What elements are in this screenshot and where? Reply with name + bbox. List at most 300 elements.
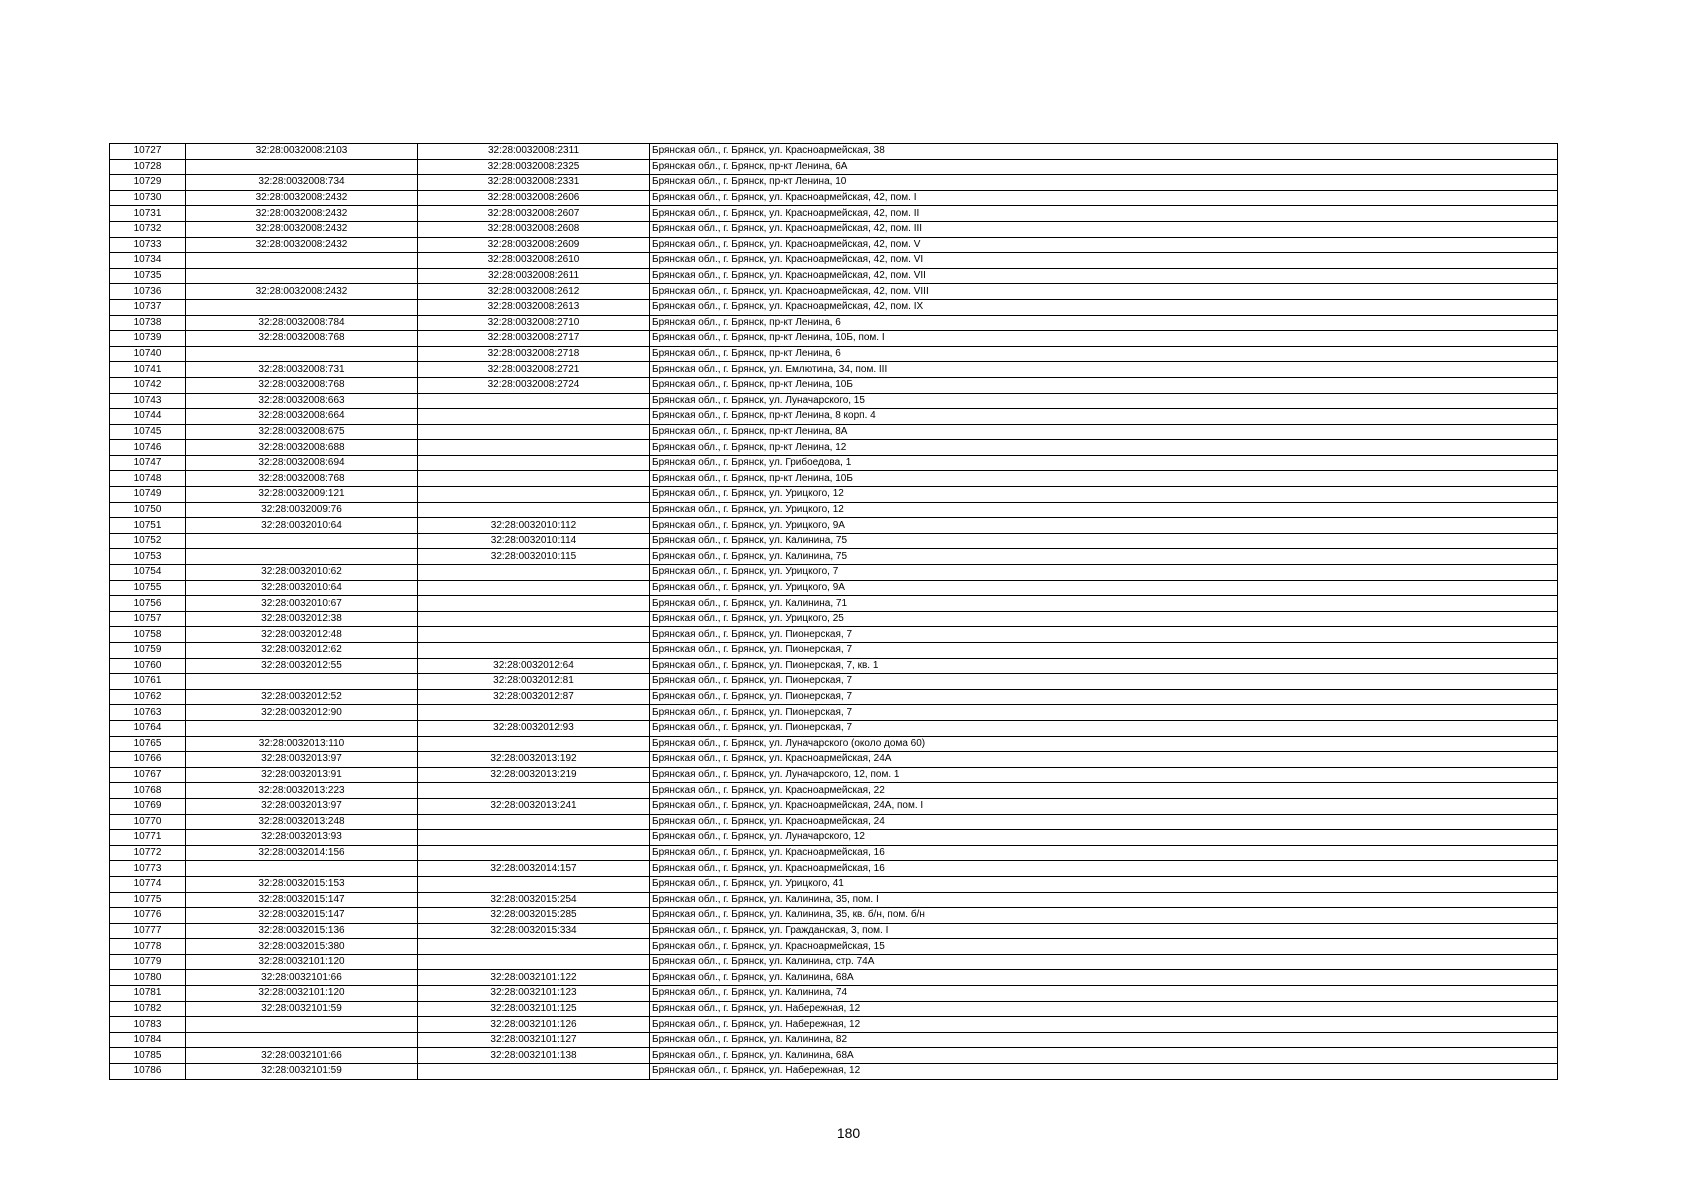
object-cadastral-number-cell <box>418 455 650 471</box>
table-row <box>110 346 1558 362</box>
land-cadastral-number-cell: 32:28:0032012:62 <box>186 643 418 659</box>
object-cadastral-number-cell: 32:28:0032015:254 <box>418 892 650 908</box>
table-row <box>110 393 1558 409</box>
row-number-cell: 10745 <box>110 424 186 440</box>
registry-table-body <box>110 144 1558 1080</box>
row-number-cell: 10748 <box>110 471 186 487</box>
table-row <box>110 580 1558 596</box>
land-cadastral-number-cell: 32:28:0032009:121 <box>186 487 418 503</box>
object-cadastral-number-cell <box>418 580 650 596</box>
object-cadastral-number-cell: 32:28:0032101:138 <box>418 1048 650 1064</box>
address-cell: Брянская обл., г. Брянск, ул. Урицкого, 12 <box>650 502 1558 518</box>
land-cadastral-number-cell: 32:28:0032008:2432 <box>186 206 418 222</box>
row-number-cell: 10767 <box>110 767 186 783</box>
address-cell: Брянская обл., г. Брянск, ул. Красноармейская, 16 <box>650 861 1558 877</box>
address-cell: Брянская обл., г. Брянск, ул. Калинина, 35, пом. I <box>650 892 1558 908</box>
object-cadastral-number-cell: 32:28:0032008:2325 <box>418 159 650 175</box>
table-row <box>110 268 1558 284</box>
address-cell: Брянская обл., г. Брянск, ул. Красноармейская, 42, пом. VII <box>650 268 1558 284</box>
object-cadastral-number-cell: 32:28:0032010:114 <box>418 533 650 549</box>
address-cell: Брянская обл., г. Брянск, ул. Набережная, 12 <box>650 1064 1558 1080</box>
object-cadastral-number-cell: 32:28:0032008:2610 <box>418 253 650 269</box>
address-cell: Брянская обл., г. Брянск, пр-кт Ленина, 8 корп. 4 <box>650 409 1558 425</box>
address-cell: Брянская обл., г. Брянск, ул. Красноармейская, 16 <box>650 845 1558 861</box>
address-cell: Брянская обл., г. Брянск, ул. Калинина, 68А <box>650 1048 1558 1064</box>
table-row <box>110 253 1558 269</box>
row-number-cell: 10764 <box>110 720 186 736</box>
table-row <box>110 814 1558 830</box>
row-number-cell: 10772 <box>110 845 186 861</box>
object-cadastral-number-cell <box>418 596 650 612</box>
land-cadastral-number-cell: 32:28:0032013:93 <box>186 830 418 846</box>
table-row <box>110 502 1558 518</box>
address-cell: Брянская обл., г. Брянск, ул. Калинина, 35, кв. б/н, пом. б/н <box>650 908 1558 924</box>
address-cell: Брянская обл., г. Брянск, ул. Грибоедова, 1 <box>650 455 1558 471</box>
object-cadastral-number-cell: 32:28:0032101:123 <box>418 986 650 1002</box>
object-cadastral-number-cell: 32:28:0032012:87 <box>418 689 650 705</box>
address-cell: Брянская обл., г. Брянск, ул. Калинина, 68А <box>650 970 1558 986</box>
land-cadastral-number-cell: 32:28:0032008:694 <box>186 455 418 471</box>
land-cadastral-number-cell: 32:28:0032008:688 <box>186 440 418 456</box>
table-row <box>110 939 1558 955</box>
land-cadastral-number-cell: 32:28:0032008:768 <box>186 331 418 347</box>
table-row <box>110 409 1558 425</box>
land-cadastral-number-cell: 32:28:0032101:59 <box>186 1001 418 1017</box>
table-row <box>110 190 1558 206</box>
land-cadastral-number-cell: 32:28:0032008:664 <box>186 409 418 425</box>
object-cadastral-number-cell: 32:28:0032101:126 <box>418 1017 650 1033</box>
row-number-cell: 10763 <box>110 705 186 721</box>
table-row <box>110 923 1558 939</box>
table-row <box>110 876 1558 892</box>
object-cadastral-number-cell: 32:28:0032008:2721 <box>418 362 650 378</box>
land-cadastral-number-cell: 32:28:0032008:663 <box>186 393 418 409</box>
object-cadastral-number-cell: 32:28:0032101:125 <box>418 1001 650 1017</box>
address-cell: Брянская обл., г. Брянск, ул. Красноармейская, 42, пом. IX <box>650 299 1558 315</box>
address-cell: Брянская обл., г. Брянск, ул. Луначарского, 12 <box>650 830 1558 846</box>
object-cadastral-number-cell <box>418 876 650 892</box>
table-row <box>110 440 1558 456</box>
row-number-cell: 10783 <box>110 1017 186 1033</box>
address-cell: Брянская обл., г. Брянск, ул. Красноармейская, 42, пом. VIII <box>650 284 1558 300</box>
object-cadastral-number-cell: 32:28:0032008:2710 <box>418 315 650 331</box>
table-row <box>110 861 1558 877</box>
table-row <box>110 845 1558 861</box>
object-cadastral-number-cell <box>418 1064 650 1080</box>
address-cell: Брянская обл., г. Брянск, ул. Красноармейская, 15 <box>650 939 1558 955</box>
land-cadastral-number-cell: 32:28:0032015:136 <box>186 923 418 939</box>
row-number-cell: 10733 <box>110 237 186 253</box>
land-cadastral-number-cell: 32:28:0032012:90 <box>186 705 418 721</box>
address-cell: Брянская обл., г. Брянск, ул. Красноармейская, 24А <box>650 752 1558 768</box>
table-row <box>110 970 1558 986</box>
table-row <box>110 986 1558 1002</box>
address-cell: Брянская обл., г. Брянск, ул. Красноармейская, 42, пом. III <box>650 221 1558 237</box>
table-row <box>110 518 1558 534</box>
land-cadastral-number-cell: 32:28:0032012:38 <box>186 611 418 627</box>
address-cell: Брянская обл., г. Брянск, ул. Пионерская, 7 <box>650 674 1558 690</box>
address-cell: Брянская обл., г. Брянск, пр-кт Ленина, 10Б <box>650 377 1558 393</box>
object-cadastral-number-cell: 32:28:0032101:122 <box>418 970 650 986</box>
object-cadastral-number-cell <box>418 471 650 487</box>
land-cadastral-number-cell: 32:28:0032013:248 <box>186 814 418 830</box>
land-cadastral-number-cell: 32:28:0032012:48 <box>186 627 418 643</box>
address-cell: Брянская обл., г. Брянск, ул. Калинина, 74 <box>650 986 1558 1002</box>
address-cell: Брянская обл., г. Брянск, ул. Урицкого, 41 <box>650 876 1558 892</box>
row-number-cell: 10736 <box>110 284 186 300</box>
land-cadastral-number-cell: 32:28:0032015:147 <box>186 908 418 924</box>
table-row <box>110 487 1558 503</box>
row-number-cell: 10747 <box>110 455 186 471</box>
land-cadastral-number-cell: 32:28:0032010:64 <box>186 518 418 534</box>
land-cadastral-number-cell: 32:28:0032013:97 <box>186 752 418 768</box>
row-number-cell: 10754 <box>110 565 186 581</box>
row-number-cell: 10737 <box>110 299 186 315</box>
address-cell: Брянская обл., г. Брянск, ул. Пионерская, 7 <box>650 627 1558 643</box>
address-cell: Брянская обл., г. Брянск, ул. Калинина, стр. 74А <box>650 954 1558 970</box>
object-cadastral-number-cell: 32:28:0032008:2611 <box>418 268 650 284</box>
row-number-cell: 10760 <box>110 658 186 674</box>
address-cell: Брянская обл., г. Брянск, ул. Урицкого, 9А <box>650 580 1558 596</box>
address-cell: Брянская обл., г. Брянск, ул. Набережная, 12 <box>650 1001 1558 1017</box>
land-cadastral-number-cell: 32:28:0032009:76 <box>186 502 418 518</box>
object-cadastral-number-cell: 32:28:0032012:64 <box>418 658 650 674</box>
address-cell: Брянская обл., г. Брянск, ул. Красноармейская, 42, пом. V <box>650 237 1558 253</box>
land-cadastral-number-cell: 32:28:0032013:91 <box>186 767 418 783</box>
land-cadastral-number-cell <box>186 1032 418 1048</box>
row-number-cell: 10739 <box>110 331 186 347</box>
object-cadastral-number-cell <box>418 424 650 440</box>
object-cadastral-number-cell <box>418 409 650 425</box>
object-cadastral-number-cell: 32:28:0032014:157 <box>418 861 650 877</box>
table-row <box>110 565 1558 581</box>
land-cadastral-number-cell <box>186 861 418 877</box>
address-cell: Брянская обл., г. Брянск, ул. Пионерская, 7 <box>650 689 1558 705</box>
row-number-cell: 10750 <box>110 502 186 518</box>
object-cadastral-number-cell: 32:28:0032008:2717 <box>418 331 650 347</box>
land-cadastral-number-cell: 32:28:0032008:734 <box>186 175 418 191</box>
table-row <box>110 892 1558 908</box>
row-number-cell: 10776 <box>110 908 186 924</box>
land-cadastral-number-cell: 32:28:0032013:97 <box>186 798 418 814</box>
row-number-cell: 10752 <box>110 533 186 549</box>
table-row <box>110 643 1558 659</box>
row-number-cell: 10780 <box>110 970 186 986</box>
address-cell: Брянская обл., г. Брянск, пр-кт Ленина, 6А <box>650 159 1558 175</box>
address-cell: Брянская обл., г. Брянск, пр-кт Ленина, 6 <box>650 346 1558 362</box>
row-number-cell: 10759 <box>110 643 186 659</box>
table-row <box>110 689 1558 705</box>
row-number-cell: 10732 <box>110 221 186 237</box>
object-cadastral-number-cell <box>418 393 650 409</box>
table-row <box>110 596 1558 612</box>
table-row <box>110 705 1558 721</box>
land-cadastral-number-cell: 32:28:0032010:62 <box>186 565 418 581</box>
row-number-cell: 10729 <box>110 175 186 191</box>
object-cadastral-number-cell: 32:28:0032012:81 <box>418 674 650 690</box>
land-cadastral-number-cell: 32:28:0032010:67 <box>186 596 418 612</box>
row-number-cell: 10738 <box>110 315 186 331</box>
object-cadastral-number-cell: 32:28:0032101:127 <box>418 1032 650 1048</box>
object-cadastral-number-cell <box>418 440 650 456</box>
object-cadastral-number-cell: 32:28:0032015:285 <box>418 908 650 924</box>
address-cell: Брянская обл., г. Брянск, ул. Пионерская, 7 <box>650 705 1558 721</box>
land-cadastral-number-cell: 32:28:0032008:2432 <box>186 237 418 253</box>
row-number-cell: 10756 <box>110 596 186 612</box>
land-cadastral-number-cell: 32:28:0032010:64 <box>186 580 418 596</box>
row-number-cell: 10766 <box>110 752 186 768</box>
land-cadastral-number-cell: 32:28:0032101:66 <box>186 970 418 986</box>
land-cadastral-number-cell <box>186 159 418 175</box>
page-number: 180 <box>836 1125 861 1141</box>
row-number-cell: 10743 <box>110 393 186 409</box>
table-row <box>110 331 1558 347</box>
address-cell: Брянская обл., г. Брянск, пр-кт Ленина, 10Б <box>650 471 1558 487</box>
land-cadastral-number-cell <box>186 549 418 565</box>
table-row <box>110 175 1558 191</box>
table-row <box>110 658 1558 674</box>
address-cell: Брянская обл., г. Брянск, ул. Луначарского, 15 <box>650 393 1558 409</box>
row-number-cell: 10744 <box>110 409 186 425</box>
land-cadastral-number-cell <box>186 346 418 362</box>
row-number-cell: 10735 <box>110 268 186 284</box>
object-cadastral-number-cell: 32:28:0032008:2606 <box>418 190 650 206</box>
land-cadastral-number-cell: 32:28:0032008:2432 <box>186 284 418 300</box>
land-cadastral-number-cell: 32:28:0032015:380 <box>186 939 418 955</box>
table-row <box>110 1001 1558 1017</box>
land-cadastral-number-cell: 32:28:0032014:156 <box>186 845 418 861</box>
table-row <box>110 674 1558 690</box>
row-number-cell: 10727 <box>110 144 186 160</box>
address-cell: Брянская обл., г. Брянск, ул. Красноармейская, 38 <box>650 144 1558 160</box>
object-cadastral-number-cell <box>418 565 650 581</box>
row-number-cell: 10740 <box>110 346 186 362</box>
address-cell: Брянская обл., г. Брянск, ул. Калинина, 75 <box>650 549 1558 565</box>
address-cell: Брянская обл., г. Брянск, пр-кт Ленина, 8А <box>650 424 1558 440</box>
table-row <box>110 362 1558 378</box>
table-row <box>110 720 1558 736</box>
land-cadastral-number-cell <box>186 720 418 736</box>
row-number-cell: 10758 <box>110 627 186 643</box>
row-number-cell: 10731 <box>110 206 186 222</box>
land-cadastral-number-cell: 32:28:0032013:223 <box>186 783 418 799</box>
table-row <box>110 908 1558 924</box>
land-cadastral-number-cell <box>186 299 418 315</box>
object-cadastral-number-cell: 32:28:0032008:2311 <box>418 144 650 160</box>
row-number-cell: 10771 <box>110 830 186 846</box>
row-number-cell: 10785 <box>110 1048 186 1064</box>
object-cadastral-number-cell <box>418 705 650 721</box>
object-cadastral-number-cell: 32:28:0032008:2718 <box>418 346 650 362</box>
table-row <box>110 830 1558 846</box>
land-cadastral-number-cell: 32:28:0032008:2432 <box>186 190 418 206</box>
land-cadastral-number-cell: 32:28:0032015:153 <box>186 876 418 892</box>
row-number-cell: 10769 <box>110 798 186 814</box>
object-cadastral-number-cell <box>418 845 650 861</box>
address-cell: Брянская обл., г. Брянск, ул. Красноармейская, 24А, пом. I <box>650 798 1558 814</box>
land-cadastral-number-cell: 32:28:0032008:731 <box>186 362 418 378</box>
row-number-cell: 10765 <box>110 736 186 752</box>
land-cadastral-number-cell: 32:28:0032013:110 <box>186 736 418 752</box>
table-row <box>110 424 1558 440</box>
land-cadastral-number-cell <box>186 268 418 284</box>
address-cell: Брянская обл., г. Брянск, ул. Емлютина, 34, пом. III <box>650 362 1558 378</box>
row-number-cell: 10782 <box>110 1001 186 1017</box>
object-cadastral-number-cell: 32:28:0032008:2724 <box>418 377 650 393</box>
row-number-cell: 10757 <box>110 611 186 627</box>
row-number-cell: 10781 <box>110 986 186 1002</box>
row-number-cell: 10742 <box>110 377 186 393</box>
table-row <box>110 144 1558 160</box>
table-row <box>110 736 1558 752</box>
table-row <box>110 1017 1558 1033</box>
land-cadastral-number-cell: 32:28:0032008:2432 <box>186 221 418 237</box>
object-cadastral-number-cell <box>418 643 650 659</box>
table-row <box>110 299 1558 315</box>
table-row <box>110 284 1558 300</box>
object-cadastral-number-cell: 32:28:0032013:241 <box>418 798 650 814</box>
land-cadastral-number-cell: 32:28:0032101:120 <box>186 986 418 1002</box>
land-cadastral-number-cell <box>186 533 418 549</box>
row-number-cell: 10786 <box>110 1064 186 1080</box>
address-cell: Брянская обл., г. Брянск, ул. Калинина, 82 <box>650 1032 1558 1048</box>
row-number-cell: 10770 <box>110 814 186 830</box>
object-cadastral-number-cell: 32:28:0032013:219 <box>418 767 650 783</box>
table-row <box>110 1048 1558 1064</box>
land-cadastral-number-cell: 32:28:0032008:784 <box>186 315 418 331</box>
land-cadastral-number-cell: 32:28:0032015:147 <box>186 892 418 908</box>
table-row <box>110 627 1558 643</box>
row-number-cell: 10784 <box>110 1032 186 1048</box>
row-number-cell: 10753 <box>110 549 186 565</box>
table-row <box>110 549 1558 565</box>
land-cadastral-number-cell: 32:28:0032101:59 <box>186 1064 418 1080</box>
row-number-cell: 10777 <box>110 923 186 939</box>
object-cadastral-number-cell: 32:28:0032008:2331 <box>418 175 650 191</box>
object-cadastral-number-cell <box>418 611 650 627</box>
table-row <box>110 455 1558 471</box>
land-cadastral-number-cell: 32:28:0032008:768 <box>186 377 418 393</box>
object-cadastral-number-cell <box>418 627 650 643</box>
row-number-cell: 10778 <box>110 939 186 955</box>
row-number-cell: 10746 <box>110 440 186 456</box>
address-cell: Брянская обл., г. Брянск, ул. Пионерская, 7 <box>650 720 1558 736</box>
land-cadastral-number-cell: 32:28:0032012:55 <box>186 658 418 674</box>
object-cadastral-number-cell: 32:28:0032015:334 <box>418 923 650 939</box>
address-cell: Брянская обл., г. Брянск, ул. Красноармейская, 24 <box>650 814 1558 830</box>
table-row <box>110 471 1558 487</box>
table-row <box>110 159 1558 175</box>
address-cell: Брянская обл., г. Брянск, пр-кт Ленина, 10Б, пом. I <box>650 331 1558 347</box>
address-cell: Брянская обл., г. Брянск, ул. Пионерская, 7, кв. 1 <box>650 658 1558 674</box>
object-cadastral-number-cell <box>418 487 650 503</box>
table-row <box>110 221 1558 237</box>
row-number-cell: 10741 <box>110 362 186 378</box>
object-cadastral-number-cell: 32:28:0032008:2607 <box>418 206 650 222</box>
address-cell: Брянская обл., г. Брянск, ул. Калинина, 75 <box>650 533 1558 549</box>
table-row <box>110 237 1558 253</box>
address-cell: Брянская обл., г. Брянск, ул. Красноармейская, 42, пом. I <box>650 190 1558 206</box>
row-number-cell: 10730 <box>110 190 186 206</box>
object-cadastral-number-cell <box>418 954 650 970</box>
object-cadastral-number-cell: 32:28:0032010:112 <box>418 518 650 534</box>
row-number-cell: 10768 <box>110 783 186 799</box>
object-cadastral-number-cell <box>418 736 650 752</box>
land-cadastral-number-cell: 32:28:0032101:120 <box>186 954 418 970</box>
object-cadastral-number-cell <box>418 814 650 830</box>
table-row <box>110 783 1558 799</box>
table-row <box>110 752 1558 768</box>
address-cell: Брянская обл., г. Брянск, пр-кт Ленина, 12 <box>650 440 1558 456</box>
address-cell: Брянская обл., г. Брянск, ул. Луначарского (около дома 60) <box>650 736 1558 752</box>
table-row <box>110 767 1558 783</box>
address-cell: Брянская обл., г. Брянск, ул. Урицкого, 9А <box>650 518 1558 534</box>
object-cadastral-number-cell: 32:28:0032013:192 <box>418 752 650 768</box>
property-registry-table <box>109 143 1558 1080</box>
row-number-cell: 10761 <box>110 674 186 690</box>
land-cadastral-number-cell <box>186 674 418 690</box>
row-number-cell: 10728 <box>110 159 186 175</box>
land-cadastral-number-cell: 32:28:0032008:768 <box>186 471 418 487</box>
object-cadastral-number-cell: 32:28:0032008:2613 <box>418 299 650 315</box>
table-row <box>110 206 1558 222</box>
row-number-cell: 10749 <box>110 487 186 503</box>
address-cell: Брянская обл., г. Брянск, ул. Гражданская, 3, пом. I <box>650 923 1558 939</box>
land-cadastral-number-cell: 32:28:0032008:675 <box>186 424 418 440</box>
table-row <box>110 377 1558 393</box>
table-row <box>110 1064 1558 1080</box>
row-number-cell: 10774 <box>110 876 186 892</box>
address-cell: Брянская обл., г. Брянск, ул. Красноармейская, 42, пом. VI <box>650 253 1558 269</box>
address-cell: Брянская обл., г. Брянск, ул. Красноармейская, 22 <box>650 783 1558 799</box>
object-cadastral-number-cell: 32:28:0032008:2608 <box>418 221 650 237</box>
row-number-cell: 10755 <box>110 580 186 596</box>
object-cadastral-number-cell: 32:28:0032010:115 <box>418 549 650 565</box>
land-cadastral-number-cell: 32:28:0032008:2103 <box>186 144 418 160</box>
object-cadastral-number-cell: 32:28:0032008:2609 <box>418 237 650 253</box>
land-cadastral-number-cell <box>186 253 418 269</box>
address-cell: Брянская обл., г. Брянск, ул. Набережная, 12 <box>650 1017 1558 1033</box>
address-cell: Брянская обл., г. Брянск, ул. Урицкого, 25 <box>650 611 1558 627</box>
row-number-cell: 10751 <box>110 518 186 534</box>
land-cadastral-number-cell: 32:28:0032012:52 <box>186 689 418 705</box>
address-cell: Брянская обл., г. Брянск, пр-кт Ленина, 6 <box>650 315 1558 331</box>
object-cadastral-number-cell <box>418 502 650 518</box>
table-row <box>110 1032 1558 1048</box>
row-number-cell: 10779 <box>110 954 186 970</box>
object-cadastral-number-cell: 32:28:0032008:2612 <box>418 284 650 300</box>
object-cadastral-number-cell: 32:28:0032012:93 <box>418 720 650 736</box>
address-cell: Брянская обл., г. Брянск, ул. Калинина, 71 <box>650 596 1558 612</box>
table-row <box>110 798 1558 814</box>
row-number-cell: 10775 <box>110 892 186 908</box>
row-number-cell: 10762 <box>110 689 186 705</box>
table-row <box>110 315 1558 331</box>
address-cell: Брянская обл., г. Брянск, ул. Урицкого, 7 <box>650 565 1558 581</box>
address-cell: Брянская обл., г. Брянск, ул. Пионерская, 7 <box>650 643 1558 659</box>
address-cell: Брянская обл., г. Брянск, пр-кт Ленина, 10 <box>650 175 1558 191</box>
table-row <box>110 533 1558 549</box>
object-cadastral-number-cell <box>418 939 650 955</box>
table-row <box>110 611 1558 627</box>
object-cadastral-number-cell <box>418 783 650 799</box>
address-cell: Брянская обл., г. Брянск, ул. Урицкого, 12 <box>650 487 1558 503</box>
address-cell: Брянская обл., г. Брянск, ул. Луначарского, 12, пом. 1 <box>650 767 1558 783</box>
land-cadastral-number-cell: 32:28:0032101:66 <box>186 1048 418 1064</box>
row-number-cell: 10734 <box>110 253 186 269</box>
table-row <box>110 954 1558 970</box>
land-cadastral-number-cell <box>186 1017 418 1033</box>
